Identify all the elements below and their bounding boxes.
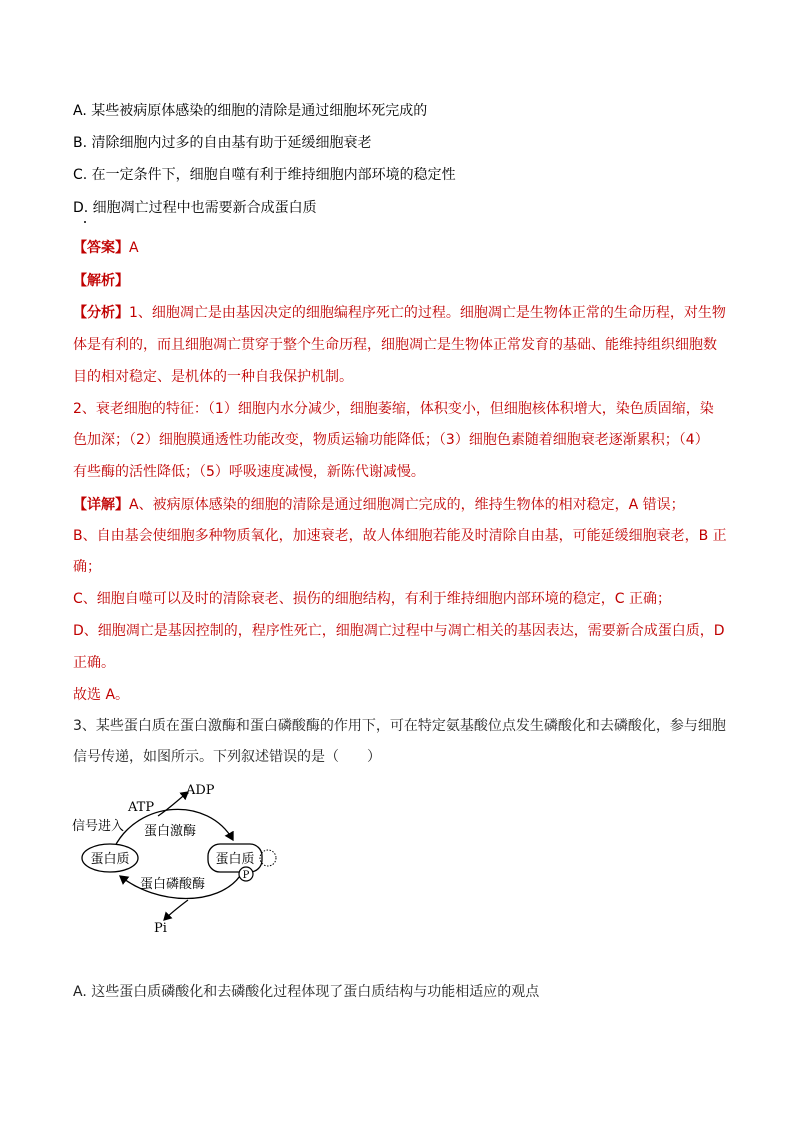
answer-tag: 【答案】 [73,240,129,256]
option-c: C. 在一定条件下，细胞自噬有利于维持细胞内部环境的稳定性 [73,167,456,183]
atp-label: ATP [128,800,155,815]
question-3-option-a: A. 这些蛋白质磷酸化和去磷酸化过程体现了蛋白质结构与功能相适应的观点 [73,984,540,1000]
detail-a-text: A、被病原体感染的细胞的清除是通过细胞凋亡完成的，维持生物体的相对稳定，A 错误； [129,497,685,513]
answer-value: A [129,240,139,256]
analysis-p2-line3: 有些酶的活性降低；（5）呼吸速度减慢，新陈代谢减慢。 [73,464,425,480]
detail-b-line1: B、自由基会使细胞多种物质氧化，加速衰老，故人体细胞若能及时清除自由基，可能延缓细胞衰老，B 正 [73,528,727,544]
detail-c: C、细胞自噬可以及时的清除衰老、损伤的细胞结构，有利于维持细胞内部环境的稳定，C 正确； [73,591,671,607]
pi-arrow [164,900,188,920]
atp-adp-arrow [158,792,188,816]
detail-a [73,495,685,515]
option-b: B. 清除细胞内过多的自由基有助于延缓细胞衰老 [73,135,372,151]
option-a: A. 某些被病原体感染的细胞的清除是通过细胞坏死完成的 [73,103,428,119]
stray-dot [84,221,86,223]
detail-b-line2: 确； [73,559,101,575]
adp-label: ADP [186,783,215,798]
analysis-p1-text: 1、细胞凋亡是由基因决定的细胞编程序死亡的过程。细胞凋亡是生物体正常的生命历程，对生物 [129,305,726,321]
kinase-label: 蛋白激酶 [144,824,197,839]
analysis-tag: 【分析】 [73,305,129,321]
detail-tag: 【详解】 [73,497,129,513]
option-d: D. 细胞凋亡过程中也需要新合成蛋白质 [73,200,317,216]
pi-label: Pi [154,921,167,936]
detail-d-line2: 正确。 [73,655,115,671]
analysis-p1-line2: 体是有利的，而且细胞凋亡贯穿于整个生命历程，细胞凋亡是生物体正常发育的基础、能维持组织细胞数 [73,337,717,353]
analysis-p2-line1: 2、衰老细胞的特征：（1）细胞内水分减少，细胞萎缩，体积变小，但细胞核体积增大，染色质固缩，染 [73,401,714,417]
phosphatase-label: 蛋白磷酸酶 [140,877,206,892]
analysis-p1-line1 [73,303,726,323]
question-3-line1: 3、某些蛋白质在蛋白激酶和蛋白磷酸酶的作用下，可在特定氨基酸位点发生磷酸化和去磷酸化，参与细胞 [73,718,726,734]
analysis-heading: 【解析】 [73,273,129,289]
phosphorylation-cycle-diagram [68,778,288,938]
answer-line [73,238,139,258]
question-3-line2: 信号传递，如图所示。下列叙述错误的是（ ） [73,749,381,765]
signal-in-label: 信号进入 [72,819,125,834]
protein-left-label: 蛋白质 [90,852,130,867]
analysis-p2-line2: 色加深；（2）细胞膜通透性功能改变，物质运输功能降低；（3）细胞色素随着细胞衰老逐渐累积；（4） [73,432,709,448]
phosphate-label: P [242,870,250,881]
analysis-p1-line3: 目的相对稳定、是机体的一种自我保护机制。 [73,369,353,385]
protein-right-label: 蛋白质 [215,852,255,867]
detail-conclusion: 故选 A。 [73,687,130,703]
detail-d-line1: D、细胞凋亡是基因控制的，程序性死亡，细胞凋亡过程中与凋亡相关的基因表达，需要新合成蛋白质，D [73,623,725,639]
